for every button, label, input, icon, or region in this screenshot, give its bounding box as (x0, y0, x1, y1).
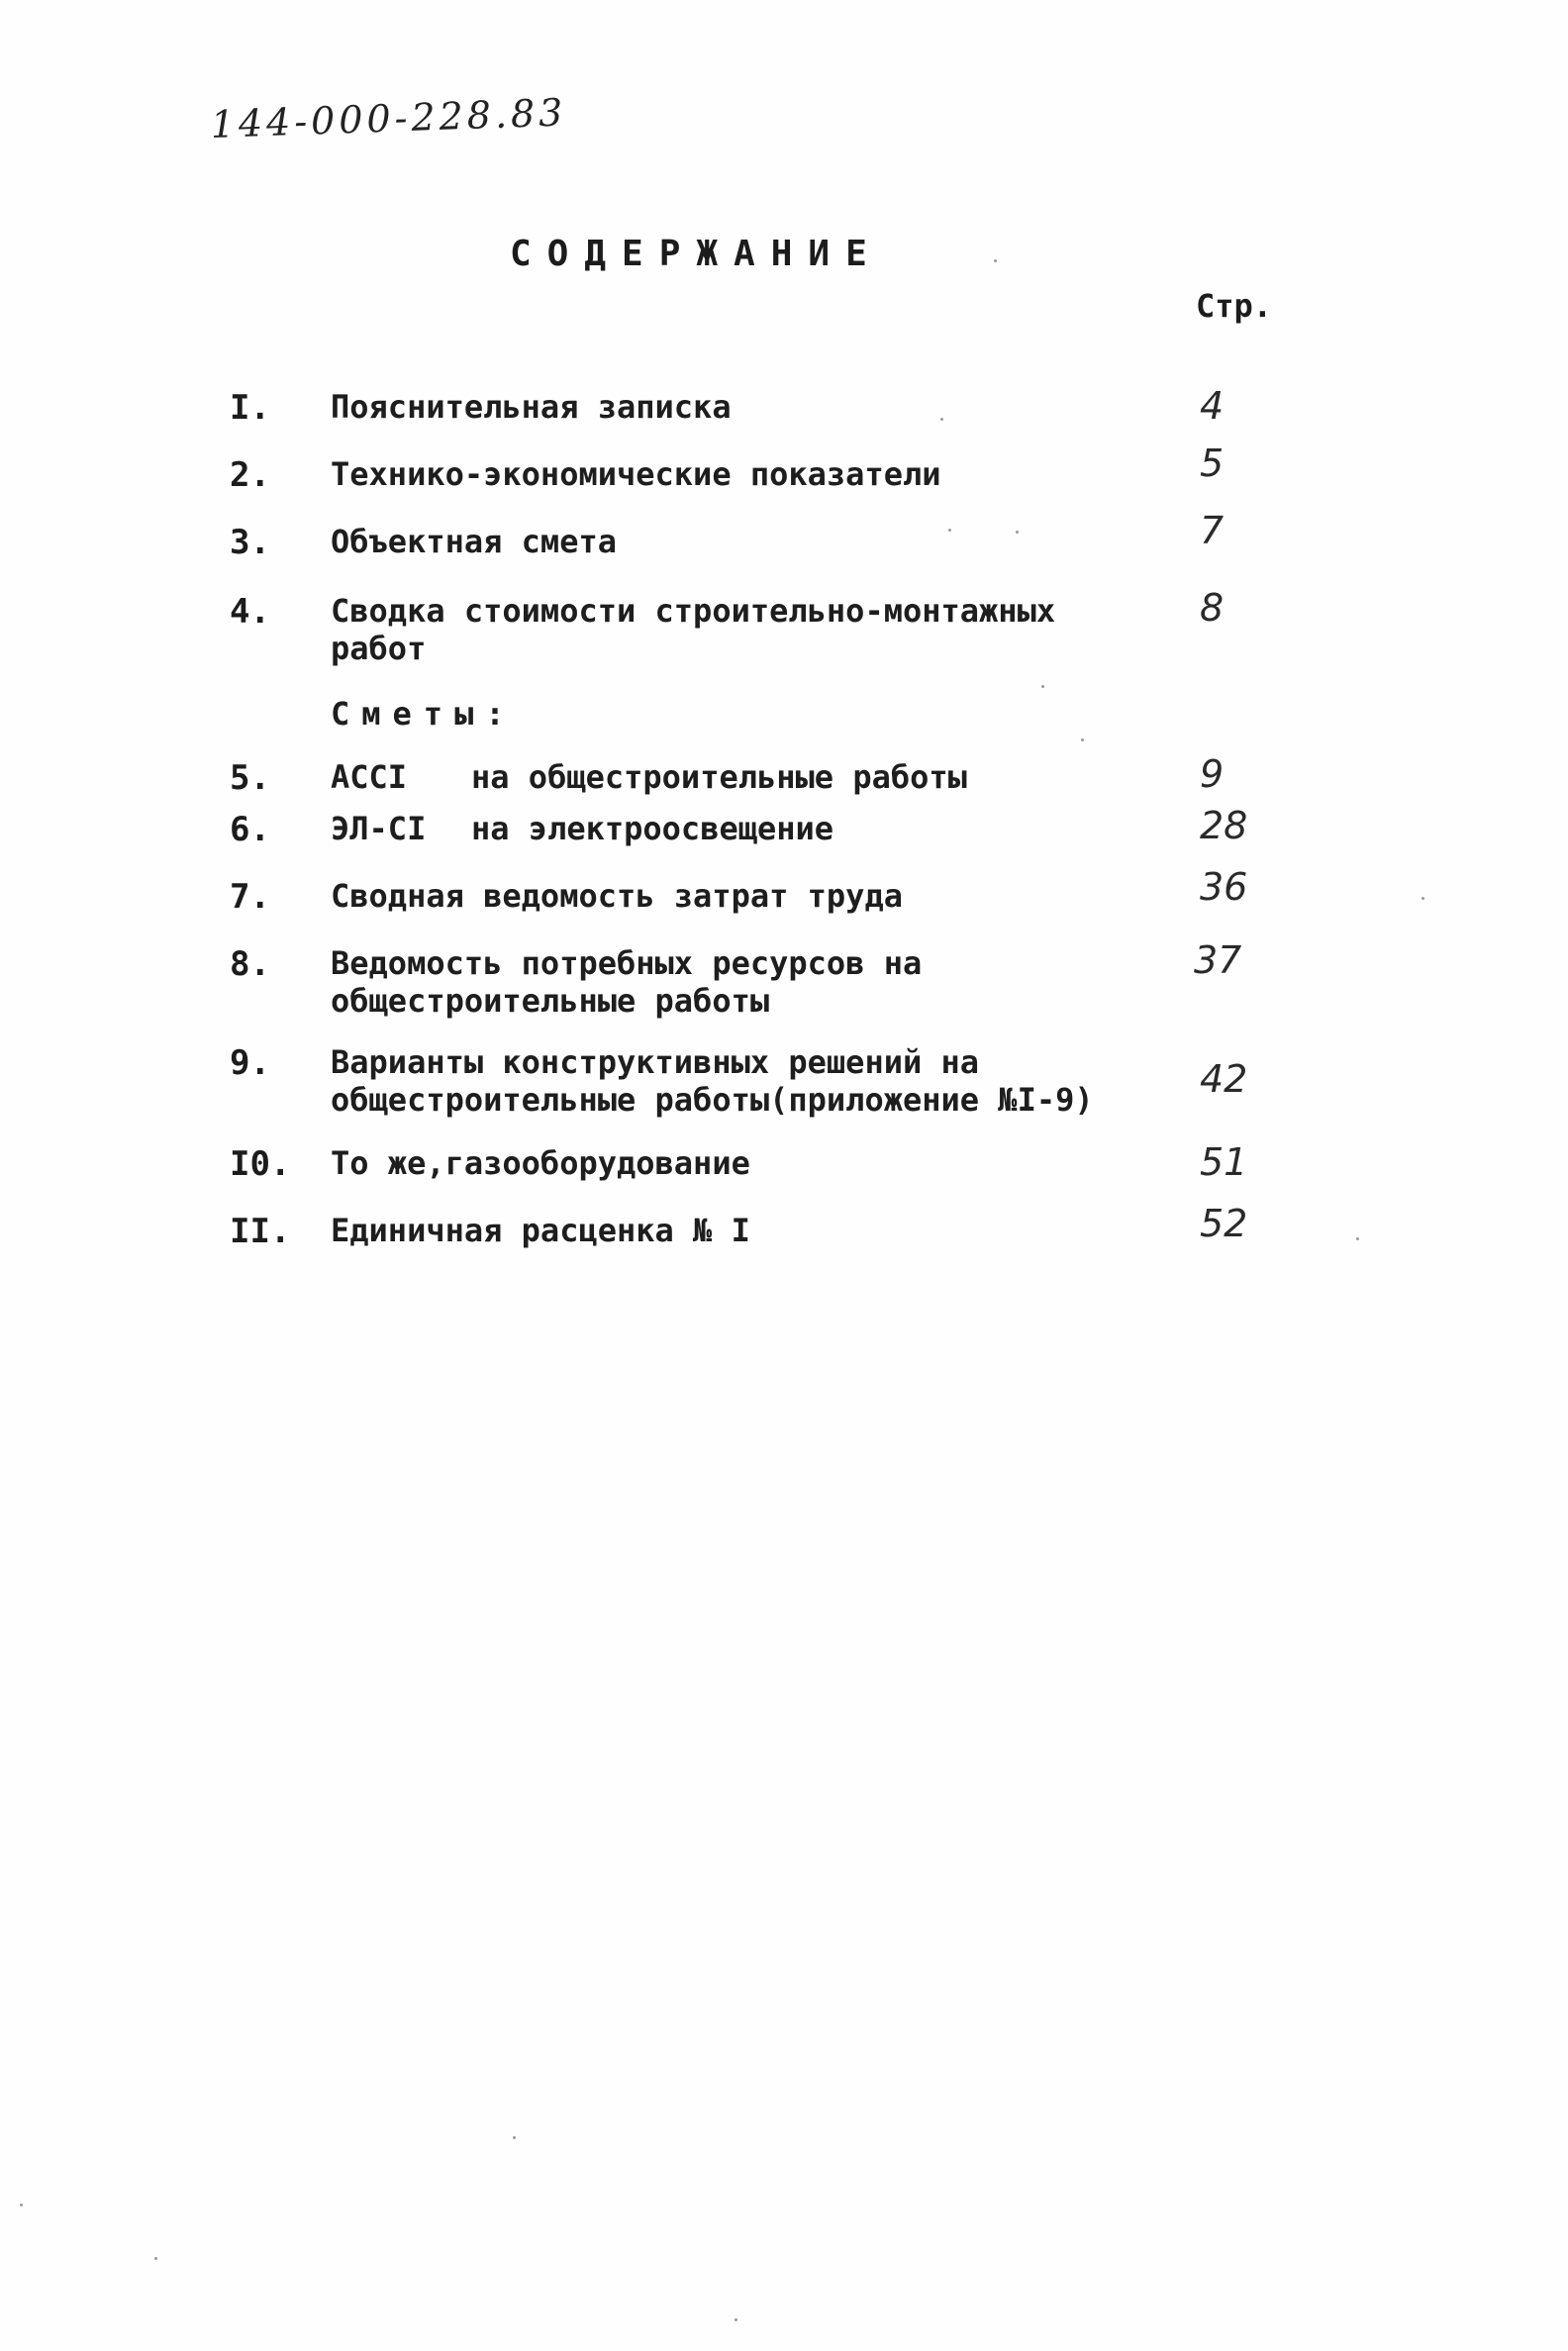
toc-text-body: на электроосвещение (471, 810, 834, 847)
scan-speck (994, 259, 997, 262)
toc-text: Объектная смета (331, 523, 617, 560)
toc-number: 9. (230, 1043, 270, 1083)
toc-page: 7 (1200, 509, 1225, 552)
scan-speck (20, 2204, 23, 2206)
scan-speck (1016, 531, 1019, 534)
toc-page: 42 (1200, 1057, 1248, 1101)
toc-page: 9 (1200, 752, 1225, 796)
page-column-label: Стр. (1196, 287, 1273, 325)
toc-page: 28 (1200, 804, 1248, 847)
toc-text: Пояснительная записка (331, 388, 732, 426)
toc-page: 52 (1200, 1202, 1248, 1245)
toc-text: Сводная ведомость затрат труда (331, 877, 903, 915)
toc-page: 37 (1194, 938, 1242, 982)
scan-speck (1356, 1237, 1359, 1240)
toc-text: Варианты конструктивных решений на общестроительные работы(приложение №I-9) (331, 1043, 1094, 1119)
toc-number: 4. (230, 592, 270, 632)
toc-text: Технико-экономические показатели (331, 455, 941, 493)
toc-number: II. (230, 1212, 291, 1251)
toc-text (331, 810, 1202, 847)
toc-text: Единичная расценка № I (331, 1212, 750, 1249)
scan-speck (948, 529, 951, 532)
document-code: 144-000-228.83 (210, 90, 568, 147)
scan-speck (735, 2318, 737, 2321)
toc-page: 36 (1200, 865, 1248, 909)
toc-text-body: на общестроительные работы (471, 758, 967, 796)
toc-number: 8. (230, 944, 270, 984)
scan-speck (154, 2257, 157, 2260)
estimates-subheading: Сметы: (331, 695, 517, 733)
toc-text: То же,газооборудование (331, 1144, 750, 1182)
toc-number: 7. (230, 877, 270, 917)
toc-text: Сводка стоимости строительно-монтажных работ (331, 592, 1056, 667)
toc-page: 4 (1200, 384, 1225, 428)
toc-page: 8 (1200, 586, 1225, 630)
toc-number: I. (230, 388, 270, 428)
toc-page: 51 (1200, 1140, 1248, 1184)
toc-text: Ведомость потребных ресурсов на общестроительные работы (331, 944, 923, 1020)
page-title: СОДЕРЖАНИЕ (510, 234, 883, 274)
scan-speck (940, 418, 943, 421)
estimate-code: АССI (331, 758, 408, 796)
toc-number: I0. (230, 1144, 291, 1184)
scan-speck (1421, 897, 1424, 900)
scan-speck (1041, 685, 1044, 688)
toc-number: 3. (230, 523, 270, 562)
toc-number: 6. (230, 810, 270, 849)
toc-text (331, 758, 1202, 796)
toc-number: 2. (230, 455, 270, 495)
toc-page: 5 (1200, 441, 1225, 485)
scan-speck (1081, 738, 1084, 741)
toc-number: 5. (230, 758, 270, 798)
scan-speck (513, 2136, 516, 2139)
estimate-code: ЭЛ-СI (331, 810, 427, 847)
